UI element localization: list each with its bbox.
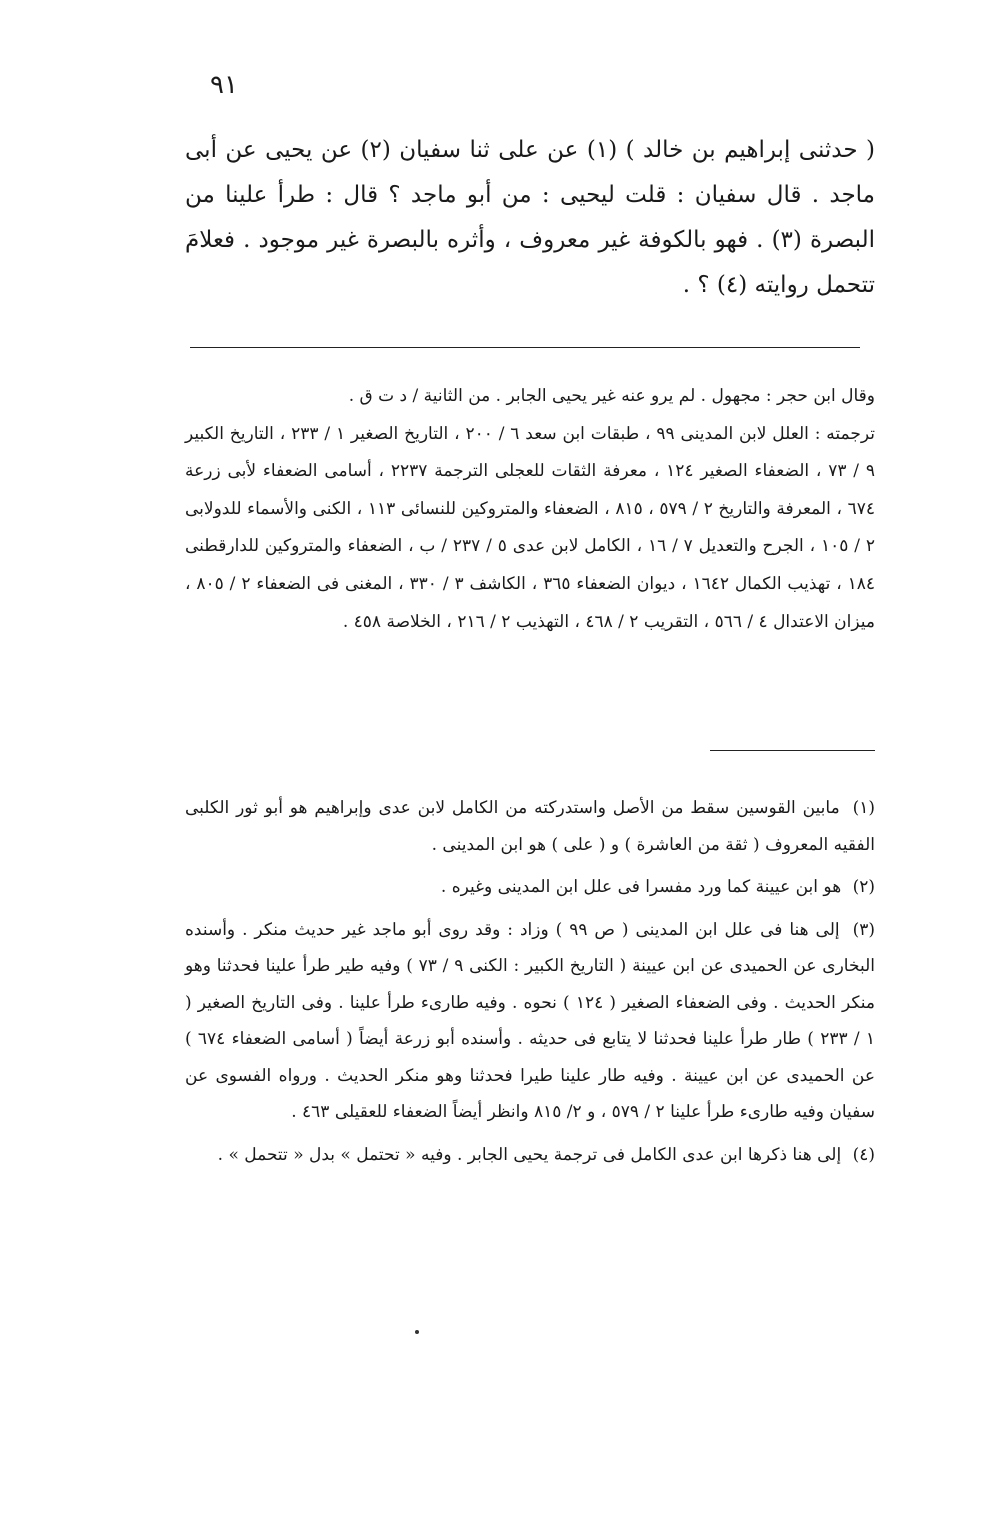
footnotes [185, 790, 875, 1179]
footnote-text: مابين القوسين سقط من الأصل واستدركته من الكامل لابن عدى وإبراهيم هو أبو ثور الكلبى الفقيه المعروف ( ثقة من العاشرة ) و ( على ) هو ابن المدينى . [185, 798, 875, 855]
main-paragraph: ( حدثنى إبراهيم بن خالد ) (١) عن على ثنا سفيان (٢) عن يحيى عن أبى ماجد . قال سفيان : قلت ليحيى : من أبو ماجد ؟ قال : طرأ علينا من البصرة (٣) . فهو بالكوفة غير معروف ، وأثره بالبصرة غير موجود . فعلامَ تتحمل روايته (٤) ؟ . [185, 137, 875, 298]
note-paragraph-grading: وقال ابن حجر : مجهول . لم يرو عنه غير يحيى الجابر . من الثانية / د ت ق . [348, 386, 875, 406]
footnote-text: هو ابن عيينة كما ورد مفسرا فى علل ابن المدينى وغيره . [440, 877, 842, 897]
footnote-1 [185, 790, 875, 863]
footnote-2 [185, 869, 875, 906]
footnote-number: (٢) [852, 877, 875, 897]
footnote-divider [710, 750, 875, 751]
section-divider [190, 347, 860, 348]
footnote-text: إلى هنا ذكرها ابن عدى الكامل فى ترجمة يحيى الجابر . وفيه « تحتمل » بدل « تتحمل » . [217, 1144, 842, 1165]
footnote-number: (٤) [852, 1144, 875, 1165]
footnote-3 [185, 912, 875, 1131]
note-paragraph-sources: ترجمته : العلل لابن المدينى ٩٩ ، طبقات ابن سعد ٦ / ٢٠٠ ، التاريخ الصغير ١ / ٢٣٣ ، التاريخ الكبير ٩ / ٧٣ ، الضعفاء الصغير ١٢٤ ، معرفة الثقات للعجلى الترجمة ٢٢٣٧ ، أسامى الضعفاء لأبى زرعة ٦٧٤ ، المعرفة والتاريخ ٢ / ٥٧٩ ، ٨١٥ ، الضعفاء والمتروكين للنسائى ١١٣ ، الكنى والأسماء للدولابى ٢ / ١٠٥ ، الجرح والتعديل ٧ / ١٦ ، الكامل لابن عدى ٥ / ٢٣٧ / ب ، الضعفاء والمتروكين للدارقطنى ١٨٤ ، تهذيب الكمال ١٦٤٢ ، ديوان الضعفاء ٣٦٥ ، الكاشف ٣ / ٣٣٠ ، المغنى فى الضعفاء ٢ / ٨٠٥ ، ميزان الاعتدال ٤ / ٥٦٦ ، التقريب ٢ / ٤٦٨ ، التهذيب ٢ / ٢١٦ ، الخلاصة ٤٥٨ . [185, 423, 876, 632]
footnote-4 [185, 1137, 875, 1174]
footnote-number: (١) [852, 798, 875, 818]
page-number: ٩١ [210, 70, 238, 100]
narrator-note [185, 378, 875, 641]
footnote-text: إلى هنا فى علل ابن المدينى ( ص ٩٩ ) وزاد : وقد روى أبو ماجد غير حديث منكر . وأسنده البخارى عن الحميدى عن ابن عيينة ( التاريخ الكبير : الكنى ٩ / ٧٣ ) وفيه طير طرأ علينا فحدثنا وهو منكر الحديث . وفى الضعفاء الصغير ( ١٢٤ ) نحوه . وفيه طارىء طرأ علينا . وفى التاريخ الصغير ( ١ / ٢٣٣ ) طار طرأ علينا فحدثنا لا يتابع فى حديثه . وأسنده أبو زرعة أيضاً ( أسامى الضعفاء ٦٧٤ ) عن الحميدى عن ابن عيينة . وفيه طار علينا طيرا فحدثنا وهو منكر الحديث . ورواه الفسوى عن سفيان وفيه طارىء طرأ علينا ٢ / ٥٧٩ ، و ٢/ ٨١٥ وانظر أيضاً الضعفاء للعقيلى ٤٦٣ . [185, 919, 875, 1122]
main-text [185, 128, 875, 308]
footnote-number: (٣) [852, 919, 875, 940]
scan-speck [415, 1330, 419, 1334]
